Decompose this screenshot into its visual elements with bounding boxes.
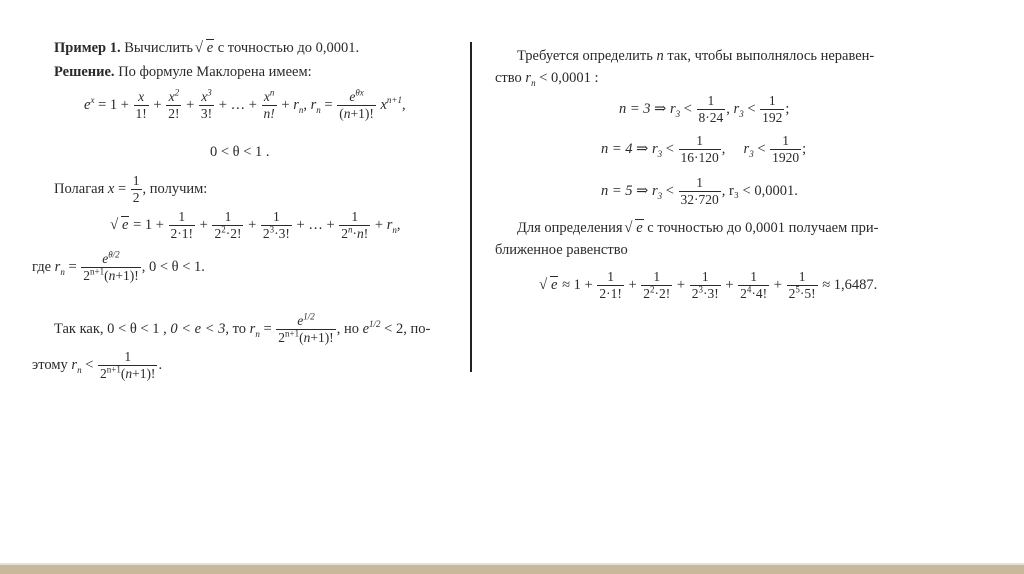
example-label: Пример 1. — [54, 40, 121, 56]
theta-condition: 0 < θ < 1 . — [210, 144, 270, 160]
example-text: Вычислить — [124, 40, 194, 56]
example-heading: Пример 1. Вычислить √ e с точностью до 0,0001. — [54, 40, 359, 57]
bottom-bar — [0, 565, 1024, 574]
example-tail: с точностью до — [217, 40, 312, 56]
column-divider — [470, 42, 472, 372]
case-n5: n = 5 ⇒ $r_3$ < $\frac{1}{32\cdot 720}$ , r₃ < 0,0001. — [601, 175, 798, 207]
sqrt-e-series: √ e = 1 + $\frac{1}{2\cdot 1!}$ + $\frac{1}{2^2\cdot 2!}$ + $\frac{1}{2^3\cdot 3!}$ + … + $\frac{1}{2^n\cdot n!}$ + $r_n$, — [112, 210, 401, 241]
requirement-line-2: ство $r_n < 0,0001$ : — [495, 70, 599, 88]
solution-label: Решение. — [54, 64, 115, 80]
sqrt-e: √ e — [197, 40, 214, 57]
solution-heading — [54, 64, 312, 81]
requirement-line-1: Требуется определить n так, чтобы выполнялось неравен- — [517, 48, 875, 64]
case-n4: n = 4 ⇒ $r_3$ < $\frac{1}{16\cdot 120}$ , $r_3$ < $\frac{1}{1920}$ ; — [601, 133, 807, 165]
example-eps: 0,0001 — [315, 40, 356, 56]
case-n3: n = 3 ⇒ $r_3$ < $\frac{1}{8\cdot 24}$ , $r_3$ < $\frac{1}{192}$ ; — [619, 93, 790, 125]
approx-line-1: Для определения √ e с точностью до 0,0001 получаем при- — [517, 220, 879, 237]
put-line: Полагая x = $\frac{1}{2}$ , получим: — [54, 173, 208, 205]
remainder-line: где $r_n$ = $\frac{e^{\theta/2}}{2^{n+1}(n+1)!}$ , 0 < θ < 1. — [32, 249, 205, 283]
approx-line-2: ближенное равенство — [495, 242, 628, 258]
therefore-line: этому $r_n$ < $\frac{1}{2^{n+1}(n+1)!}$ . — [32, 349, 163, 381]
solution-text: По формуле Маклорена имеем: — [118, 64, 312, 80]
since-line: Так как, 0 < θ < 1 , 0 < e < 3, то $r_n$ = $\frac{e^{1/2}}{2^{n+1}(n+1)!}$ , но $e^{1/2} < 2$, по- — [54, 311, 431, 345]
approximation-formula: √ e ≈ 1 + $\frac{1}{2\cdot 1!}$ + $\frac{1}{2^2\cdot 2!}$ + $\frac{1}{2^3\cdot 3!}$ + $\frac{1}{2^4\cdot 4!}$ + $\frac{1}{2^5\cdot 5!}$ ≈ 1,6487. — [541, 270, 877, 301]
maclaurin-formula: $e^x = 1$ + $\frac{x}{1!}$ + $\frac{x^2}{2!}$ + $\frac{x^3}{3!}$ + … + $\frac{x^n}{n!}$ + $r_n$, $r_n$ = $\frac{e^{\theta x}}{(n+1)!}$ $x^{n+1}$, — [84, 87, 406, 121]
